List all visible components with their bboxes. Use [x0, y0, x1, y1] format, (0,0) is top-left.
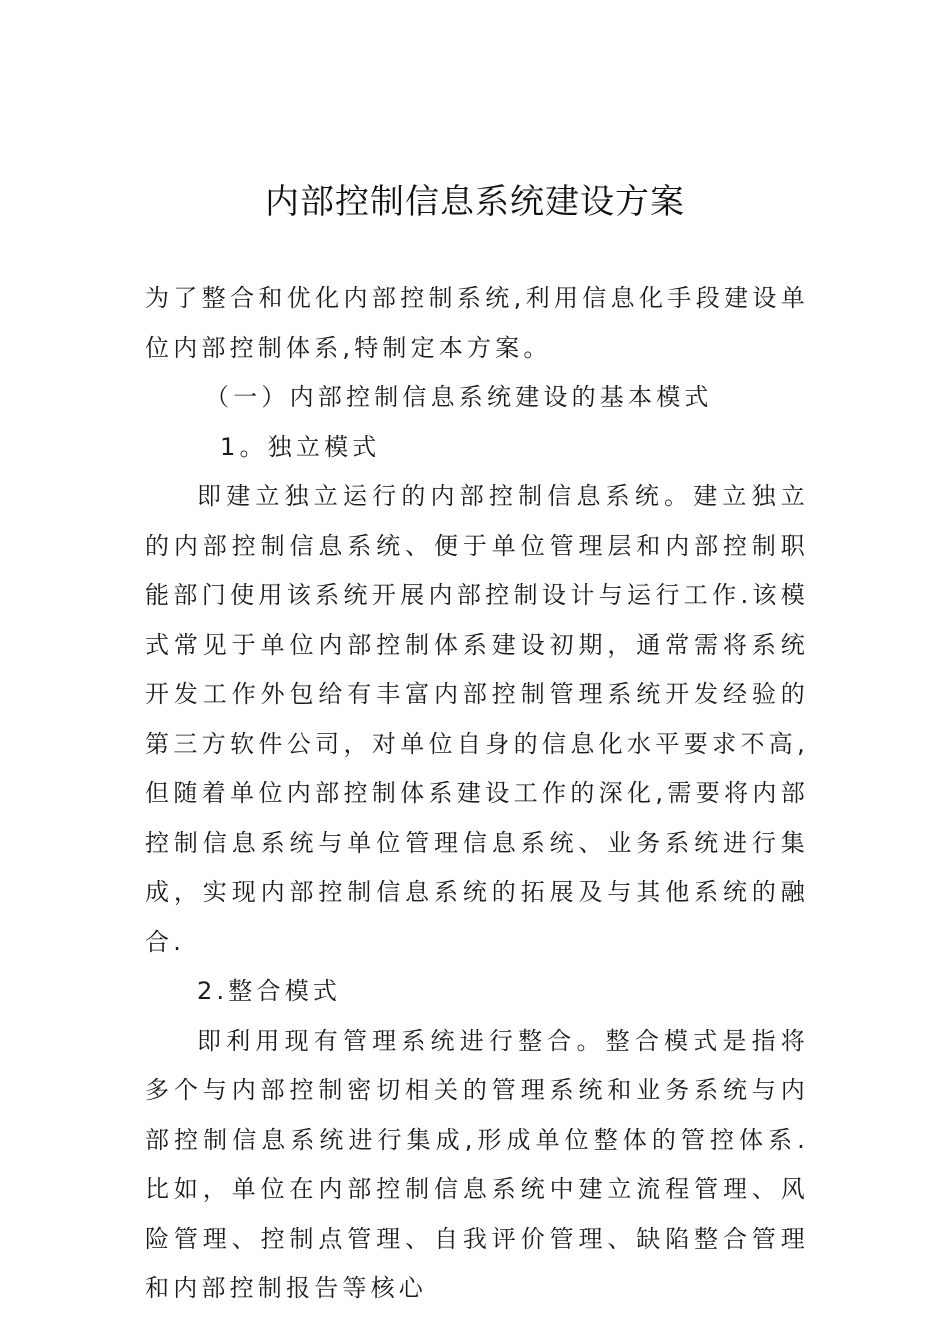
independent-mode-paragraph: 即建立独立运行的内部控制信息系统。建立独立的内部控制信息系统、便于单位管理层和内部控制职能部门使用该系统开展内部控制设计与运行工作.该模式常见于单位内部控制体系建设初期，通常需将系统开发工作外包给有丰富内部控制管理系统开发经验的第三方软件公司，对单位自身的信息化水平要求不高,但随着单位内部控制体系建设工作的深化,需要将内部控制信息系统与单位管理信息系统、业务系统进行集成，实现内部控制信息系统的拓展及与其他系统的融合. — [145, 482, 809, 956]
document-title: 内部控制信息系统建设方案 — [265, 182, 685, 222]
subheading-integration-mode: 2.整合模式 — [197, 977, 342, 1005]
subheading-independent-mode: 1。独立模式 — [220, 432, 381, 461]
intro-paragraph: 为了整合和优化内部控制系统,利用信息化手段建设单位内部控制体系,特制定本方案。 — [145, 284, 809, 362]
section-heading-basic-modes: （一）内部控制信息系统建设的基本模式 — [205, 383, 713, 411]
document-body — [145, 274, 809, 1314]
integration-mode-paragraph: 即利用现有管理系统进行整合。整合模式是指将多个与内部控制密切相关的管理系统和业务系统与内部控制信息系统进行集成,形成单位整体的管控体系.比如，单位在内部控制信息系统中建立流程管理、风险管理、控制点管理、自我评价管理、缺陷整合管理和内部控制报告等核心 — [145, 1026, 809, 1302]
